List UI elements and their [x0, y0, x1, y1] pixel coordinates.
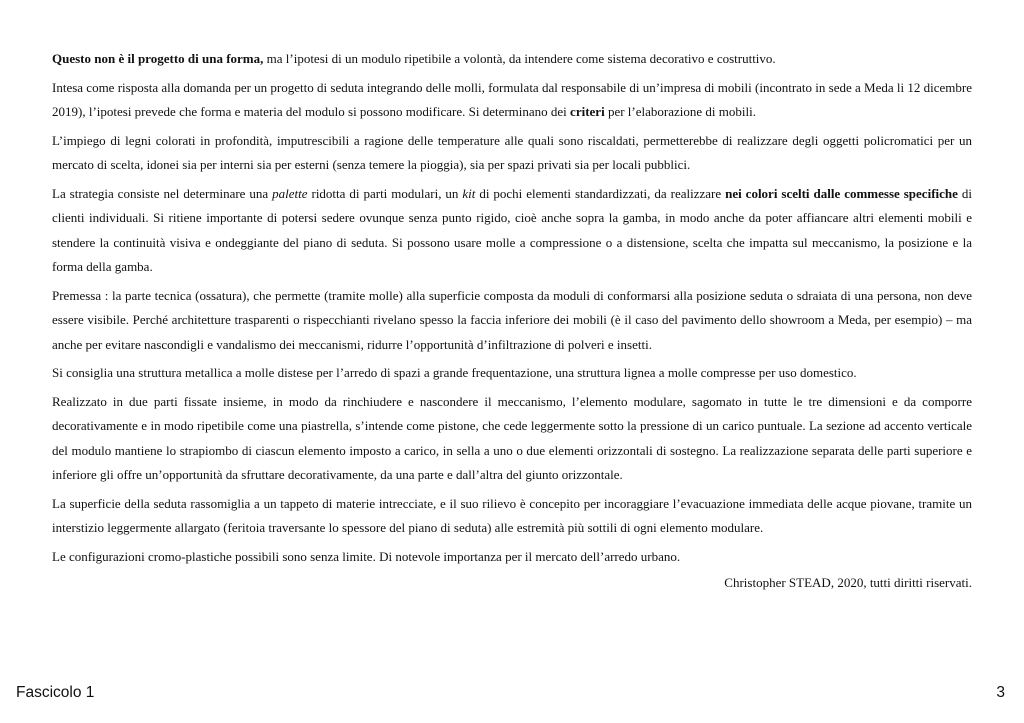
paragraph-3-text: L’impiego di legni colorati in profondità, imputrescibili a ragione delle temperature alle quali sono riscaldati, permetterebbe di realizzare degli oggetti policromatici per un mercato di scelta, idonei sia per interni sia per esterni (senza temere la pioggia), sia per spazi privati sia per locali pubblici.: [52, 132, 972, 172]
paragraph-6: [52, 361, 972, 386]
paragraph-1-text: ma l’ipotesi di un modulo ripetibile a volontà, da intendere come sistema decorativo e costruttivo.: [263, 51, 776, 66]
paragraph-6-text: Si consiglia una struttura metallica a molle distese per l’arredo di spazi a grande frequentazione, una struttura lignea a molle compresse per uso domestico.: [52, 365, 857, 380]
paragraph-4-text-a: La strategia consiste nel determinare una: [52, 185, 273, 201]
kit-italic: kit: [462, 185, 476, 201]
signature: Christopher STEAD, 2020, tutti diritti riservati.: [724, 575, 972, 590]
paragraph-7-text: Realizzato in due parti fissate insieme, in modo da rinchiudere e nascondere il meccanismo, l’elemento modulare, sagomato in tutte le tre dimensioni e da comporre decorativamente e in modo ripetibile come una piastrella, s’intende come pistone, che cede leggermente sotto la pressione di un carico puntuale. La sezione ad accento verticale del modulo mantiene lo strapiombo di ciascun elemento imposto a carico, in sella a uno o due elementi orizzontali di sostegno. La realizzazione separata delle parti superiore e inferiore gli offre un’opportunità da sfruttare decorativamente, da una parte e dall’altra del giunto orizzontale.: [52, 393, 972, 482]
criteri-bold: criteri: [570, 104, 605, 119]
paragraph-9: [52, 545, 972, 570]
palette-italic: palette: [272, 185, 308, 201]
page-number: 3: [996, 684, 1005, 701]
paragraph-5: [52, 284, 972, 358]
paragraph-4-text-c: di pochi elementi standardizzati, da realizzare: [475, 185, 726, 201]
paragraph-4-text-b: ridotta di parti modulari, un: [307, 185, 463, 201]
paragraph-9-text: Le configurazioni cromo-plastiche possibili sono senza limite. Di notevole importanza per il mercato dell’arredo urbano.: [52, 548, 681, 564]
paragraph-8-text: La superficie della seduta rassomiglia a un tappeto di materie intrecciate, e il suo rilievo è concepito per incoraggiare l’evacuazione immediata delle acque piovane, tramite un interstizio leggermente allargato (feritoia traversante lo spessore del piano di seduta) alle estremità più sottili di ogni elemento modulare.: [52, 495, 972, 535]
colori-bold: nei colori scelti dalle commesse specifiche: [725, 185, 958, 201]
paragraph-2-text-b: per l’elaborazione di mobili.: [604, 104, 756, 119]
paragraph-1: [52, 47, 972, 72]
paragraph-3: [52, 129, 972, 178]
paragraph-8: [52, 492, 972, 541]
paragraph-2-text-a: Intesa come risposta alla domanda per un progetto di seduta integrando delle molli, formulata dal responsabile di un’impresa di mobili (incontrato in sede a Meda li 12 dicembre 2019), l’ipotesi prevede che forma e materia del modulo si possono modificare. Si determinano dei: [52, 79, 972, 119]
lead-bold-text: Questo non è il progetto di una forma,: [52, 51, 264, 66]
paragraph-4: [52, 182, 972, 280]
footer-fascicolo: Fascicolo 1: [16, 684, 95, 701]
document-body: [52, 47, 972, 596]
paragraph-7: [52, 390, 972, 488]
paragraph-5-text: Premessa : la parte tecnica (ossatura), che permette (tramite molle) alla superficie composta da moduli di conformarsi alla posizione seduta o sdraiata di una persona, non deve essere visibile. Perché architetture trasparenti o rispecchianti rivelano spesso la faccia inferiore dei mobili (è il caso del pavimento dello showroom a Meda, per esempio) – ma anche per evitare nascondigli e vandalismo dei meccanismi, ridurre l’opportunità d’infiltrazione di polveri e insetti.: [52, 287, 972, 352]
paragraph-4-text-d: di clienti individuali. Si ritiene importante di potersi sedere ovunque senza punto rigido, cioè anche sopra la gamba, in modo anche da poter affiancare altri elementi mobili e stendere la continuità visiva e ondeggiante del piano di seduta. Si possono usare molle a compressione o a distensione, scelta che impatta sul meccanismo, la posizione e la forma della gamba.: [52, 185, 972, 274]
paragraph-2: [52, 76, 972, 125]
